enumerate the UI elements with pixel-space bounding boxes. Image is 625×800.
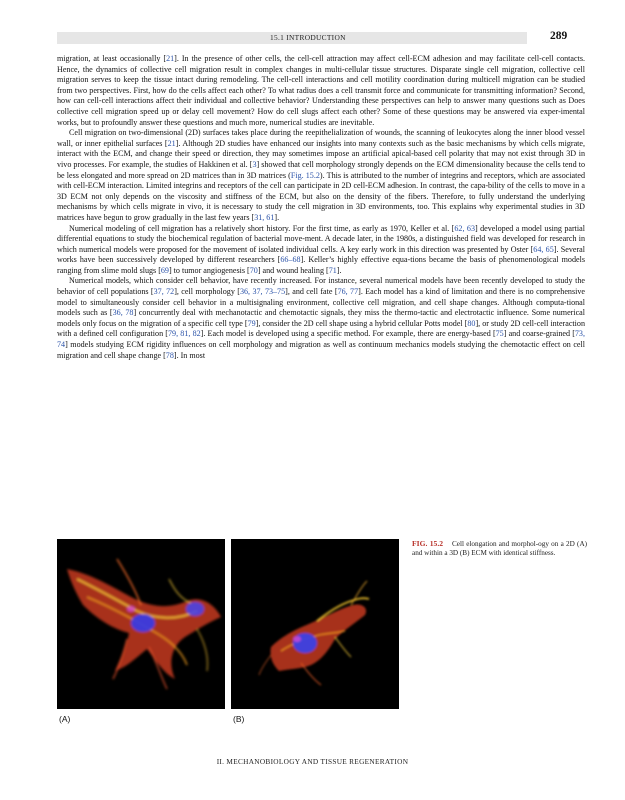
text-run: ]. In most	[173, 350, 206, 360]
citation-link[interactable]: 69	[160, 265, 169, 275]
citation-link[interactable]: 36, 78	[112, 308, 134, 318]
citation-link[interactable]: 62, 63	[454, 223, 475, 233]
text-run: ] to tumor angiogenesis [	[168, 265, 250, 275]
text-run: ]. Keller’s highly effective equa-tions became the basis of phenomenological models ranging from slime mold slugs [	[57, 255, 585, 275]
citation-link[interactable]: 64, 65	[533, 244, 554, 254]
paragraph-4	[57, 276, 585, 361]
text-run: ] concurrently deal with mechanotactic and chemotactic signals, they miss the thermo-tactic and electrotactic influence. Some numerical models only focus on the migration of a specific cell type [	[57, 308, 585, 328]
panel-label-a: (A)	[59, 714, 71, 724]
page-footer: II. MECHANOBIOLOGY AND TISSUE REGENERATION	[216, 757, 409, 766]
text-run: ]. Several works have been successively developed by different researchers [	[57, 244, 586, 265]
citation-link[interactable]: 70	[249, 265, 258, 275]
paragraph-3	[57, 224, 585, 277]
text-run: ], or study 2D cell-cell interaction with a defined cell configuration [	[57, 318, 585, 339]
text-run: ]. In the presence of other cells, the cell-cell attraction may affect cell-ECM adhesion and may facilitate cell-cell contacts. Hence, the dynamics of collective cell migration result in complex changes in multi-cellular tissue structures. Disparate single cell migration, collective cell migration serves to keep the tissue intact during remodeling. The cell-cell interactions and cell motility coordination during multicell migration can be studied from two perspectives. First, how do the cells affect each other? To what radius does a cell transmit force and communicate for transmitting information? Second, how can cell-cell interactions affect their individual and collective behavior? Understanding these perspectives can help to answer many questions such as Does collective cell migration speed up or delay cell movement? How do cell slugs affect each other? Some of these questions may be answered via exper-imental works, but to profoundly answer these questions and much more, numerical studies are inevitable.	[57, 54, 585, 127]
citation-link[interactable]: 78	[165, 350, 174, 360]
text-run: ].	[336, 265, 342, 275]
text-run: ], consider the 2D cell shape using a hybrid cellular Potts model [	[255, 318, 468, 328]
text-run: migration, at least occasionally [	[57, 54, 167, 63]
figure-label: FIG. 15.2	[412, 539, 444, 548]
micrograph-panel-b	[231, 539, 399, 709]
panel-label-b: (B)	[233, 714, 245, 724]
citation-link[interactable]: 36, 37, 73–75	[239, 287, 286, 297]
citation-link[interactable]: 3	[252, 159, 257, 169]
cell-3d-image	[231, 539, 399, 709]
text-run: ], and cell fate [	[285, 287, 338, 297]
caption-text: Cell elongation and morphol-ogy on a 2D (A) and within a 3D (B) ECM with identical stiffness.	[412, 540, 588, 558]
text-run: ] and coarse-grained [	[503, 329, 575, 339]
text-run: ]. Each model has a kind of limitation and there is no comprehensive model to simultaneously consider cell behavior in a multisignaling environment, collective cell migration, and cell shape changes. Although computa-tional models such as [	[57, 287, 585, 318]
running-head: 15.1 INTRODUCTION	[270, 33, 346, 42]
paragraph-2	[57, 128, 585, 223]
citation-link[interactable]: 21	[167, 138, 176, 148]
text-run: ] and wound healing [	[257, 265, 329, 275]
text-run: ], cell morphology [	[174, 287, 240, 297]
citation-link[interactable]: 79, 81, 82	[168, 329, 201, 339]
text-run: ]. Each model is developed using a specific method. For example, there are energy-based [	[200, 329, 496, 339]
text-run: ] developed a model using partial differential equations to study the biochemical regulation of bacterial move-ment. A decade later, in the 1980s, a distinguished field was developed for research in which numerical models were proposed for the movement of isolated individual cells. A key early work in this direction was presented by Oster [	[57, 223, 585, 254]
citation-link[interactable]: 71	[328, 265, 337, 275]
citation-link[interactable]: 31, 61	[254, 212, 275, 222]
text-run: Numerical models, which consider cell behavior, have recently increased. For instance, several numerical models have been recently developed to study the behavior of cell populations [	[57, 276, 585, 297]
citation-link[interactable]: 37, 72	[153, 287, 175, 297]
citation-link[interactable]: 75	[495, 329, 504, 339]
citation-link[interactable]: 79	[247, 318, 256, 328]
micrograph-panel-a	[57, 539, 225, 709]
body-text	[57, 54, 585, 361]
caption-spacer	[445, 540, 449, 548]
cell-2d-image	[57, 539, 225, 709]
citation-link[interactable]: 66–68	[280, 255, 301, 265]
citation-link[interactable]: 73, 74	[57, 329, 585, 350]
figure-caption	[412, 539, 587, 559]
text-run: ). This is attributed to the number of integrins and receptors, which are associated with cell-ECM interaction. Limited integrins and receptors of the cell can participate in 2D cell-ECM adhesion. In contrast, the capa-bility of the cells to move in a 3D ECM not only depends on the viscosity and stiffness of the ECM, but also on the density of the fibers. Therefore, to fully understand the underlying mechanisms by which cells migrate in vivo, it is necessary to study the cell migration in 3D environments, too. This explains why experimental studies in 3D matrices have begun to grow gradually in the last few years [	[57, 170, 586, 222]
paragraph-1	[57, 54, 585, 128]
citation-link[interactable]: 80	[467, 318, 476, 328]
text-run: ].	[274, 212, 280, 222]
text-run: ]. Although 2D studies have enhanced our insights into many contexts such as the basic mechanisms by which cells migrate, interact with the ECM, and change their speed or direction, they may sometimes impose an artificial apical-based cell polarity that may not exist through 3D in vivo processes. For example, the studies of Hakkinen et al. [	[57, 138, 586, 169]
text-run: Cell migration on two-dimensional (2D) surfaces takes place during the reepithelialization of wounds, the scanning of leukocytes along the inner blood vessel wall, or inner epithelial surfaces [	[57, 128, 585, 148]
citation-link[interactable]: 21	[166, 54, 175, 63]
text-run: ] showed that cell morphology strongly depends on the ECM dimensionality because the cells tend to be less elongated and more spread on 2D matrices than in 3D matrices (	[57, 159, 585, 180]
figure-reference-link[interactable]: Fig. 15.2	[290, 170, 320, 180]
page-number: 289	[550, 30, 568, 42]
citation-link[interactable]: 76, 77	[337, 287, 359, 297]
figure-15-2	[57, 539, 588, 729]
text-run: ] models studying ECM rigidity influences on cell morphology and migration as well as continuum mechanics models studying the chemotactic effect on cell migration and cell shape change [	[57, 340, 585, 360]
text-run: Numerical modeling of cell migration has a relatively short history. For the first time, as early as 1970, Keller et al. [	[69, 223, 455, 233]
